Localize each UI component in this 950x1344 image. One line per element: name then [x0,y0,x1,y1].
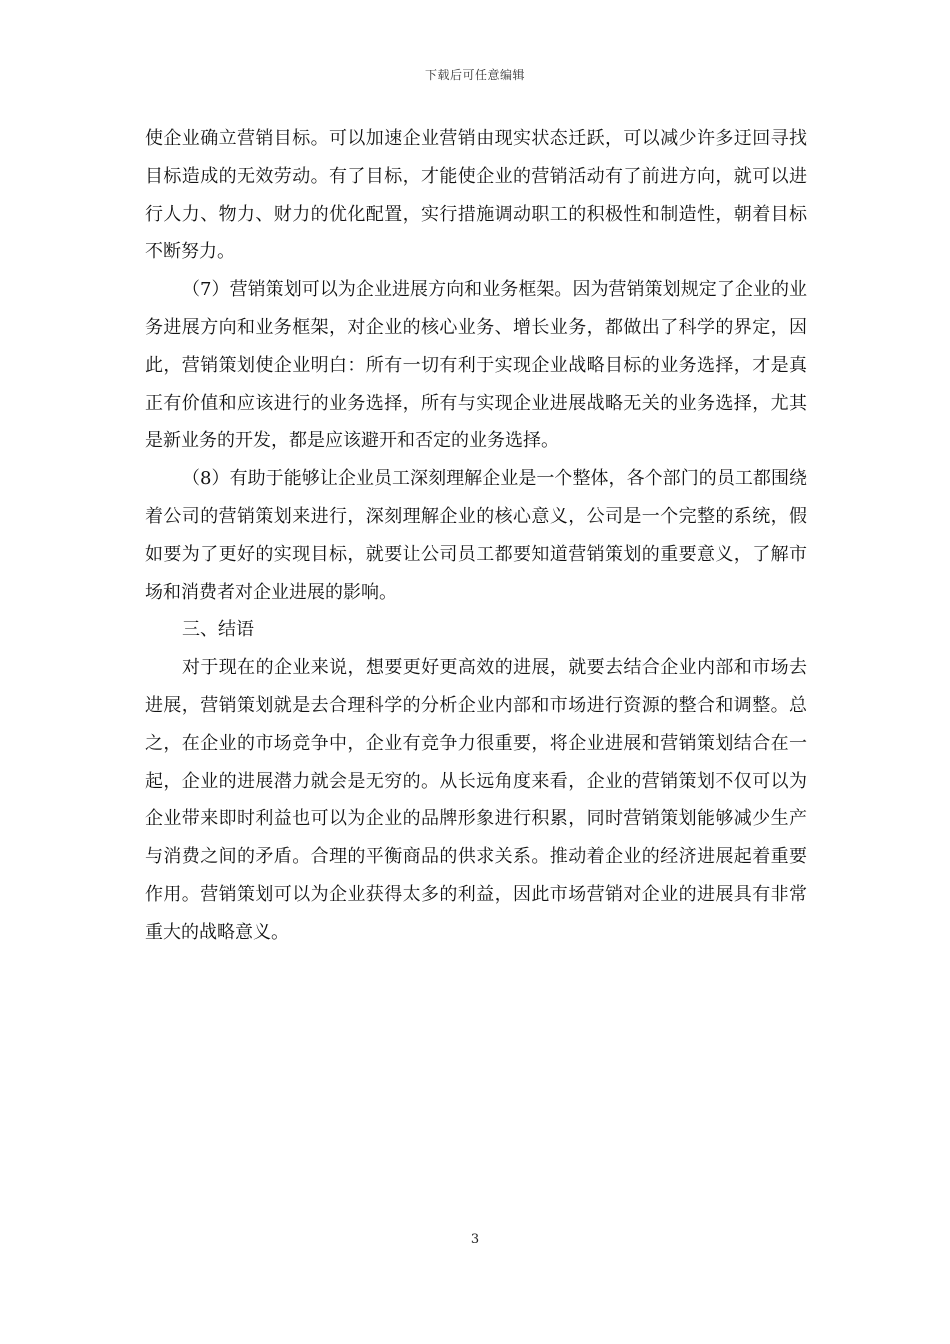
paragraph-item-7: （7）营销策划可以为企业进展方向和业务框架。因为营销策划规定了企业的业务进展方向和业务框架，对企业的核心业务、增长业务，都做出了科学的界定，因此，营销策划使企业明白：所有一切有利于实现企业战略目标的业务选择，才是真正有价值和应该进行的业务选择，所有与实现企业进展战略无关的业务选择，尤其是新业务的开发，都是应该避开和否定的业务选择。 [145,279,807,452]
section-heading-conclusion: 三、结语 [182,619,254,641]
paragraph-conclusion: 对于现在的企业来说，想要更好更高效的进展，就要去结合企业内部和市场去进展，营销策划就是去合理科学的分析企业内部和市场进行资源的整合和调整。总之，在企业的市场竞争中，企业有竞争力很重要，将企业进展和营销策划结合在一起，企业的进展潜力就会是无穷的。从长远角度来看，企业的营销策划不仅可以为企业带来即时利益也可以为企业的品牌形象进行积累，同时营销策划能够减少生产与消费之间的矛盾。合理的平衡商品的供求关系。推动着企业的经济进展起着重要作用。营销策划可以为企业获得太多的利益，因此市场营销对企业的进展具有非常重大的战略意义。 [145,657,807,943]
page-header: 下载后可任意编辑 [424,68,525,82]
paragraph-item-8: （8）有助于能够让企业员工深刻理解企业是一个整体，各个部门的员工都围绕着公司的营销策划来进行，深刻理解企业的核心意义，公司是一个完整的系统，假如要为了更好的实现目标，就要让公司员工都要知道营销策划的重要意义，了解市场和消费者对企业进展的影响。 [145,468,807,603]
document-body [145,120,807,952]
page-number: 3 [470,1232,480,1247]
paragraph-continuation: 使企业确立营销目标。可以加速企业营销由现实状态迁跃，可以减少许多迂回寻找目标造成的无效劳动。有了目标，才能使企业的营销活动有了前进方向，就可以进行人力、物力、财力的优化配置，实行措施调动职工的积极性和制造性，朝着目标不断努力。 [145,128,807,263]
